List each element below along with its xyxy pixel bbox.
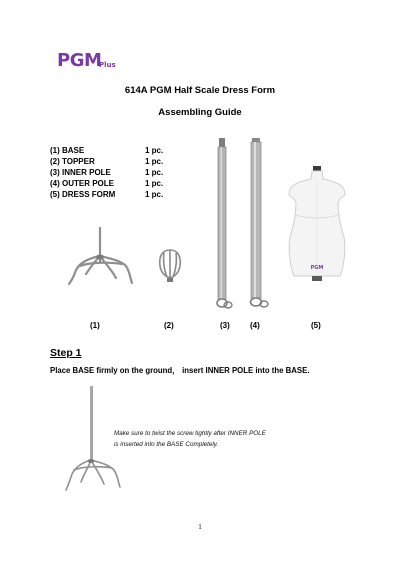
step-instruction: Place BASE firmly on the ground， insert INNER POLE into the BASE. (50, 366, 310, 375)
part-qty: 1 pc. (145, 190, 164, 199)
step-note (114, 428, 266, 450)
document-title: 614A PGM Half Scale Dress Form (124, 85, 276, 96)
step-title: Step 1 (50, 347, 82, 359)
part-qty: 1 pc. (145, 157, 164, 166)
parts-list (50, 145, 163, 200)
step-note-line: Make sure to twist the screw tightly after INNER POLE (114, 430, 266, 437)
part-row-dress-form (50, 189, 163, 200)
outer-pole-illustration (241, 135, 271, 315)
part-qty: 1 pc. (145, 179, 164, 188)
figure-label-outer-pole: (4) (250, 321, 260, 330)
base-illustration (66, 226, 136, 288)
logo-sub-text: Plus (99, 61, 116, 69)
inner-pole-illustration (211, 135, 235, 315)
part-row-base (50, 145, 163, 156)
part-name: (4) OUTER POLE (50, 179, 115, 188)
page-number: 1 (198, 523, 202, 531)
part-row-outer-pole (50, 178, 163, 189)
topper-illustration (157, 248, 183, 284)
part-name: (1) BASE (50, 146, 85, 155)
part-qty: 1 pc. (145, 146, 164, 155)
figure-label-inner-pole: (3) (220, 321, 230, 330)
figure-label-base: (1) (90, 321, 100, 330)
part-name: (5) DRESS FORM (50, 190, 116, 199)
part-name: (3) INNER POLE (50, 168, 111, 177)
part-row-topper (50, 156, 163, 167)
dress-form-illustration (284, 163, 350, 283)
figure-label-topper: (2) (164, 321, 174, 330)
dress-form-badge: PGM (310, 265, 324, 271)
part-row-inner-pole (50, 167, 163, 178)
part-name: (2) TOPPER (50, 157, 95, 166)
part-qty: 1 pc. (145, 168, 164, 177)
step-note-line: is inserted into the BASE Completely. (114, 441, 219, 448)
figure-label-dress-form: (5) (311, 321, 321, 330)
logo-main-text: PGM (57, 50, 102, 71)
document-subtitle: Assembling Guide (158, 107, 242, 118)
brand-logo (57, 50, 127, 76)
